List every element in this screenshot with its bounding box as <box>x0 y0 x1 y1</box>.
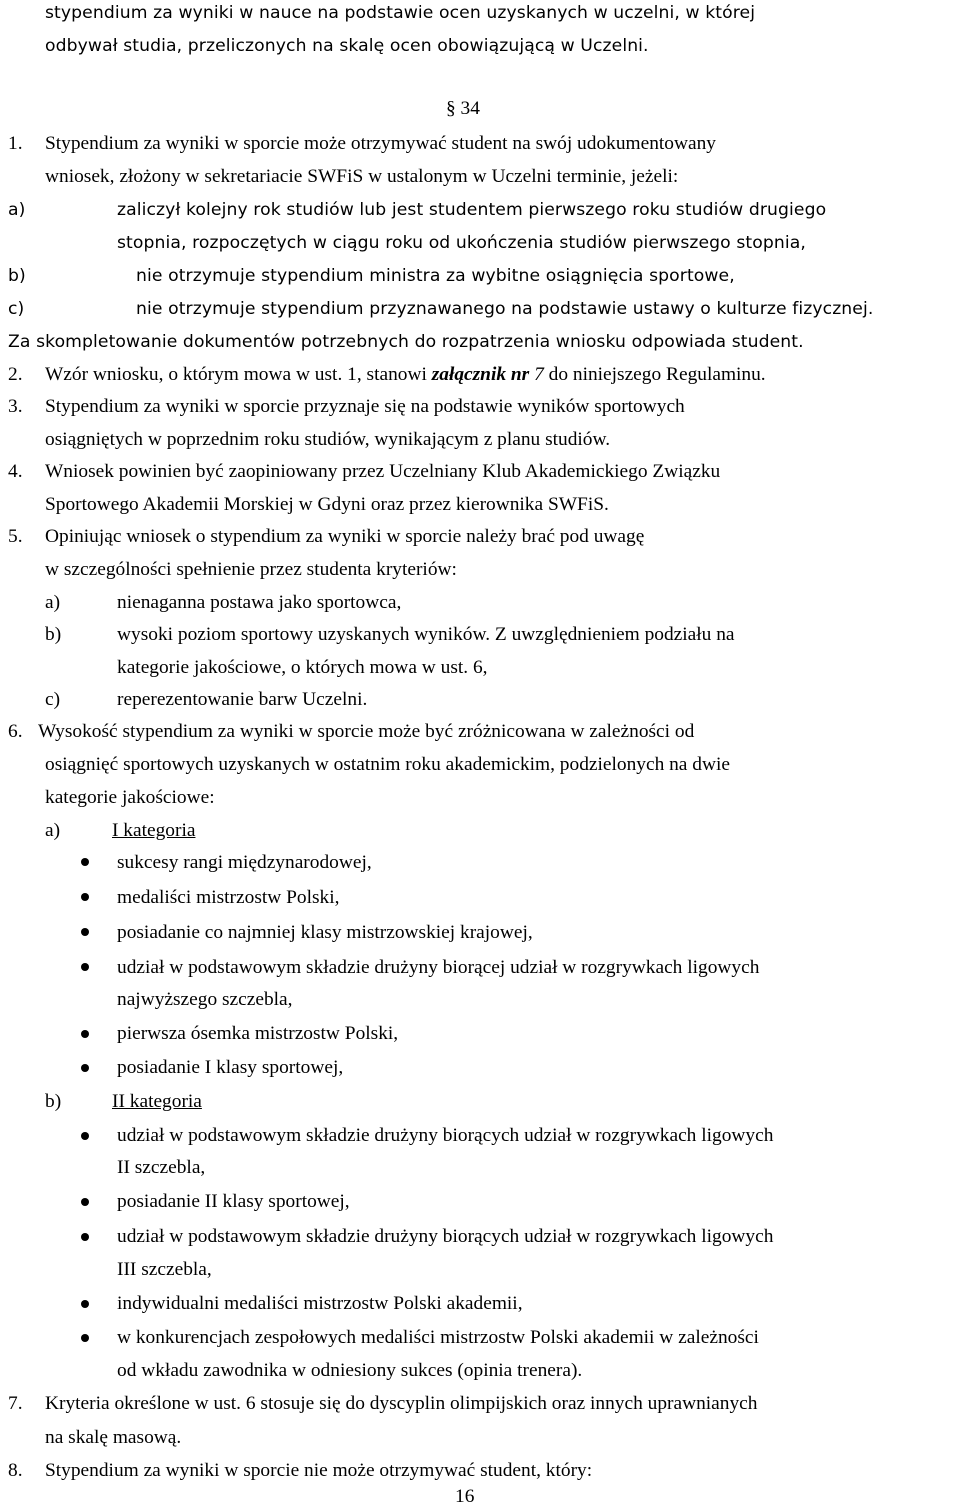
category-2-item: indywidualni medaliści mistrzostw Polski akademii, <box>117 1293 523 1314</box>
item-4-line-1: Wniosek powinien być zaopiniowany przez Uczelniany Klub Akademickiego Związku <box>45 461 721 482</box>
category-1-item-continuation: najwyższego szczebla, <box>117 989 293 1010</box>
item-2-text <box>45 363 766 387</box>
item-6-line-2: osiągnięć sportowych uzyskanych w ostatnim roku akademickim, podzielonych na dwie <box>45 754 730 775</box>
item-5-c-marker: c) <box>45 689 61 710</box>
intro-line-1: stypendium za wyniki w nauce na podstawie ocen uzyskanych w uczelni, w której <box>45 3 756 23</box>
category-1-item: medaliści mistrzostw Polski, <box>117 887 340 908</box>
category-2-label: II kategoria <box>112 1091 202 1112</box>
category-1-item: sukcesy rangi międzynarodowej, <box>117 852 372 873</box>
item-3-line-1: Stypendium za wyniki w sporcie przyznaje się na podstawie wyników sportowych <box>45 396 685 417</box>
item-number-8: 8. <box>8 1460 23 1481</box>
item-6-line-3: kategorie jakościowe: <box>45 787 215 808</box>
item-1-b-marker: b) <box>8 266 26 286</box>
bullet-icon <box>81 858 89 866</box>
item-5-line-1: Opiniując wniosek o stypendium za wyniki w sporcie należy brać pod uwagę <box>45 526 645 547</box>
item-number-5: 5. <box>8 526 23 547</box>
category-1-item: posiadanie co najmniej klasy mistrzowskiej krajowej, <box>117 922 533 943</box>
category-2-item: udział w podstawowym składzie drużyny biorących udział w rozgrywkach ligowych <box>117 1226 774 1247</box>
item-1-a-line-1: zaliczył kolejny rok studiów lub jest studentem pierwszego roku studiów drugiego <box>117 200 827 220</box>
section-marker: § 34 <box>446 98 480 119</box>
category-2-item: w konkurencjach zespołowych medaliści mistrzostw Polski akademii w zależności <box>117 1327 759 1348</box>
item-2-attachment-label: załącznik nr <box>431 364 530 385</box>
item-8-line-1: Stypendium za wyniki w sporcie nie może otrzymywać student, który: <box>45 1460 593 1481</box>
item-1-line-1: Stypendium za wyniki w sporcie może otrzymywać student na swój udokumentowany <box>45 133 716 154</box>
item-1-c-marker: c) <box>8 299 25 319</box>
item-2-text-before: Wzór wniosku, o którym mowa w ust. 1, stanowi <box>45 364 432 385</box>
item-number-6: 6. <box>8 721 23 742</box>
category-1-item: pierwsza ósemka mistrzostw Polski, <box>117 1023 399 1044</box>
item-5-b-marker: b) <box>45 624 62 645</box>
item-4-line-2: Sportowego Akademii Morskiej w Gdyni oraz przez kierownika SWFiS. <box>45 494 609 515</box>
bullet-icon <box>81 1198 89 1206</box>
item-7-line-2: na skalę masową. <box>45 1427 182 1448</box>
item-number-7: 7. <box>8 1393 23 1414</box>
item-1-b-text: nie otrzymuje stypendium ministra za wybitne osiągnięcia sportowe, <box>136 266 735 286</box>
item-5-a-marker: a) <box>45 592 61 613</box>
category-1-marker: a) <box>45 820 61 841</box>
category-2-item-continuation: III szczebla, <box>117 1259 212 1280</box>
bullet-icon <box>81 1030 89 1038</box>
item-1-a-marker: a) <box>8 200 26 220</box>
item-5-line-2: w szczególności spełnienie przez studenta kryteriów: <box>45 559 457 580</box>
bullet-icon <box>81 928 89 936</box>
item-5-b-line-2: kategorie jakościowe, o których mowa w ust. 6, <box>117 657 488 678</box>
item-1-line-2: wniosek, złożony w sekretariacie SWFiS w ustalonym w Uczelni terminie, jeżeli: <box>45 166 679 187</box>
item-number-4: 4. <box>8 461 23 482</box>
category-2-item: udział w podstawowym składzie drużyny biorących udział w rozgrywkach ligowych <box>117 1125 774 1146</box>
item-number-1: 1. <box>8 133 23 154</box>
bullet-icon <box>81 1300 89 1308</box>
item-5-b-line-1: wysoki poziom sportowy uzyskanych wyników. Z uwzględnieniem podziału na <box>117 624 735 645</box>
item-number-2: 2. <box>8 364 23 385</box>
bullet-icon <box>81 963 89 971</box>
category-2-item-continuation: II szczebla, <box>117 1157 206 1178</box>
item-3-line-2: osiągniętych w poprzednim roku studiów, wynikającym z planu studiów. <box>45 429 611 450</box>
item-6-line-1: Wysokość stypendium za wyniki w sporcie może być zróżnicowana w zależności od <box>38 721 695 742</box>
category-2-item: posiadanie II klasy sportowej, <box>117 1191 350 1212</box>
item-2-text-after: do niniejszego Regulaminu. <box>543 364 766 385</box>
bullet-icon <box>81 1132 89 1140</box>
page-number: 16 <box>455 1486 475 1507</box>
bullet-icon <box>81 893 89 901</box>
item-5-a-text: nienaganna postawa jako sportowca, <box>117 592 402 613</box>
item-2-attachment-number: 7 <box>529 364 544 385</box>
category-2-marker: b) <box>45 1091 62 1112</box>
item-1-closing: Za skompletowanie dokumentów potrzebnych do rozpatrzenia wniosku odpowiada student. <box>8 332 804 352</box>
bullet-icon <box>81 1334 89 1342</box>
bullet-icon <box>81 1064 89 1072</box>
item-1-a-line-2: stopnia, rozpoczętych w ciągu roku od ukończenia studiów pierwszego stopnia, <box>117 233 806 253</box>
item-7-line-1: Kryteria określone w ust. 6 stosuje się do dyscyplin olimpijskich oraz innych uprawnianych <box>45 1393 758 1414</box>
category-2-item-continuation: od wkładu zawodnika w odniesiony sukces (opinia trenera). <box>117 1360 583 1381</box>
item-1-c-text: nie otrzymuje stypendium przyznawanego na podstawie ustawy o kulturze fizycznej. <box>136 299 874 319</box>
bullet-icon <box>81 1233 89 1241</box>
category-1-item: posiadanie I klasy sportowej, <box>117 1057 344 1078</box>
category-1-label: I kategoria <box>112 820 196 841</box>
intro-line-2: odbywał studia, przeliczonych na skalę ocen obowiązującą w Uczelni. <box>45 36 649 56</box>
category-1-item: udział w podstawowym składzie drużyny biorącej udział w rozgrywkach ligowych <box>117 957 760 978</box>
item-number-3: 3. <box>8 396 23 417</box>
item-5-c-text: reperezentowanie barw Uczelni. <box>117 689 368 710</box>
